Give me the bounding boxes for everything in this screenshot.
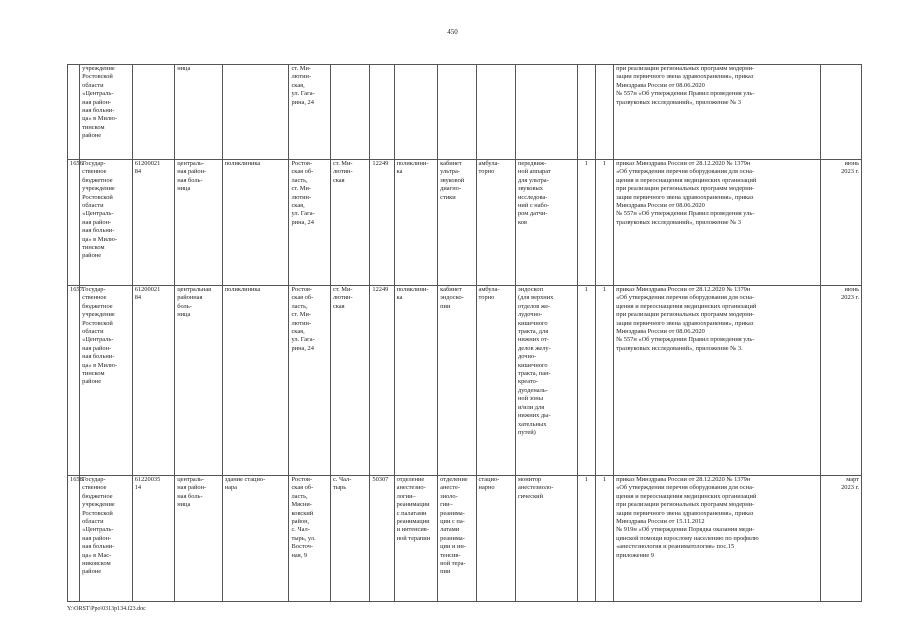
organization-name: учреждение Ростовской области «Централь- ная район- ная больни- ца» в Милю- тинском районе [80,65,133,160]
division: отделение анестезио- логии– реанимации с палатами реанимации и интенсив- ной терапии [394,476,437,602]
organization-type: ница [175,65,223,160]
equipment-name: эндоскоп (для верхних отделов же- лудочно- кишечного тракта, для нижних от- делов желу- дочно- кишечного тракта, пан- креато- дуоденаль- ной зоны и/или для нижних ды- хательных путей) [515,286,577,476]
delivery-date: июнь 2023 г. [821,160,862,286]
row-number [68,65,80,160]
address: Ростов- ская об- ласть, ст. Ми- лютин- ская, ул. Гага- рина, 24 [289,160,330,286]
row-number: 1657. [68,286,80,476]
row-number: 1658. [68,476,80,602]
table-row [68,160,862,286]
table-row [68,65,862,160]
building: здание стацио- нара [222,476,289,602]
row-number: 1656. [68,160,80,286]
table-row [68,286,862,476]
organization-name: Государ- ственное бюджетное учреждение Ростовской области «Централь- ная район- ная больни- ца» в Милю- тинском районе [80,160,133,286]
oktmo-code: 12249 [370,286,394,476]
legal-basis: приказ Минздрава России от 28.12.2020 № 1379н «Об утверждении перечня оборудования для осна- щения и переоснащения медицинских организаций при реализации региональных программ модерни- зации первичного звена здравоохранения», приказ Минздрава России от 08.06.2020 № 557н «Об утверждении Правил проведения уль- тразвуковых исследований», приложение № 3. [614,286,821,476]
organization-code: 61220035 14 [132,476,174,602]
building: поликлиника [222,160,289,286]
division: поликлини- ка [394,286,437,476]
care-type: амбула- торно [476,286,515,476]
legal-basis: приказ Минздрава России от 28.12.2020 № 1379н «Об утверждении перечня оборудования для осна- щения и переоснащения медицинских организаций при реализации региональных программ модерни- зации первичного звена здравоохранения», приказ Минздрава России от 08.06.2020 № 557н «Об утверждении Правил проведения уль- тразвуковых исследований», приложение № 3 [614,160,821,286]
equipment-register-table [67,64,862,602]
organization-type: центральная районная боль- ница [175,286,223,476]
address: Ростов- ская об- ласть, ст. Ми- лютин- ская, ул. Гага- рина, 24 [289,286,330,476]
organization-code: 61200021 84 [132,286,174,476]
equipment-name: монитор анестезиоло- гический [515,476,577,602]
delivery-date: июнь 2023 г. [821,286,862,476]
oktmo-code [370,65,394,160]
organization-type: централь- ная район- ная боль- ница [175,476,223,602]
locality: ст. Ми- лютин- ская [330,160,369,286]
quantity-required: 1 [577,160,595,286]
room [438,65,476,160]
quantity-planned: 1 [595,476,613,602]
oktmo-code: 12249 [370,160,394,286]
care-type: стацио- нарно [476,476,515,602]
room: кабинет ультра- звуковой диагно- стики [438,160,476,286]
locality [330,65,369,160]
room: отделение анесте- зиоло- гии– реанима- ции с па- латами реанима- ции и ин- тенсив- ной тера- пии [438,476,476,602]
locality: ст. Ми- лютин- ская [330,286,369,476]
file-path-footer: Y:\ORST\Ppo\0313p134.f23.doc [67,606,146,612]
address: Ростов- ская об- ласть, Мясни- ковский район, с. Чал- тырь, ул. Восточ- ная, 9 [289,476,330,602]
equipment-name: передвиж- ной аппарат для ультра- звуковых исследова- ний с набо- ром датчи- ков [515,160,577,286]
table-row [68,476,862,602]
building: поликлиника [222,286,289,476]
organization-name: Государ- ственное бюджетное учреждение Ростовской области «Централь- ная район- ная больни- ца» в Мас- никовском районе [80,476,133,602]
legal-basis: при реализации региональных программ модерни- зации первичного звена здравоохранения», приказ Минздрава России от 08.06.2020 № 557н «Об утверждении Правил проведения уль- тразвуковых исследований», приложение № 3 [614,65,821,160]
legal-basis: приказ Минздрава России от 28.12.2020 № 1379н «Об утверждении перечня оборудования для осна- щения и переоснащения медицинских организаций при реализации региональных программ модерни- зации первичного звена здравоохранения», приказ Минздрава России от 15.11.2012 № 919н «Об утверждении Порядка оказания меди- цинской помощи взрослому населению по профилю «анестезиология и реаниматология» пос.15 приложение 9 [614,476,821,602]
oktmo-code: 50307 [370,476,394,602]
quantity-planned [595,65,613,160]
delivery-date [821,65,862,160]
division [394,65,437,160]
care-type: амбула- торно [476,160,515,286]
organization-code: 61200021 84 [132,160,174,286]
quantity-required: 1 [577,476,595,602]
quantity-planned: 1 [595,160,613,286]
locality: с. Чал- тырь [330,476,369,602]
organization-name: Государ- ственное бюджетное учреждение Ростовской области «Централь- ная район- ная больни- ца» в Милю- тинском районе [80,286,133,476]
quantity-required [577,65,595,160]
room: кабинет эндоско- пии [438,286,476,476]
address: ст. Ми- лютин- ская, ул. Гага- рина, 24 [289,65,330,160]
organization-type: централь- ная район- ная боль- ница [175,160,223,286]
organization-code [132,65,174,160]
building [222,65,289,160]
quantity-planned: 1 [595,286,613,476]
page-number: 450 [447,28,458,36]
equipment-name [515,65,577,160]
division: поликлини- ка [394,160,437,286]
delivery-date: март 2023 г. [821,476,862,602]
care-type [476,65,515,160]
quantity-required: 1 [577,286,595,476]
